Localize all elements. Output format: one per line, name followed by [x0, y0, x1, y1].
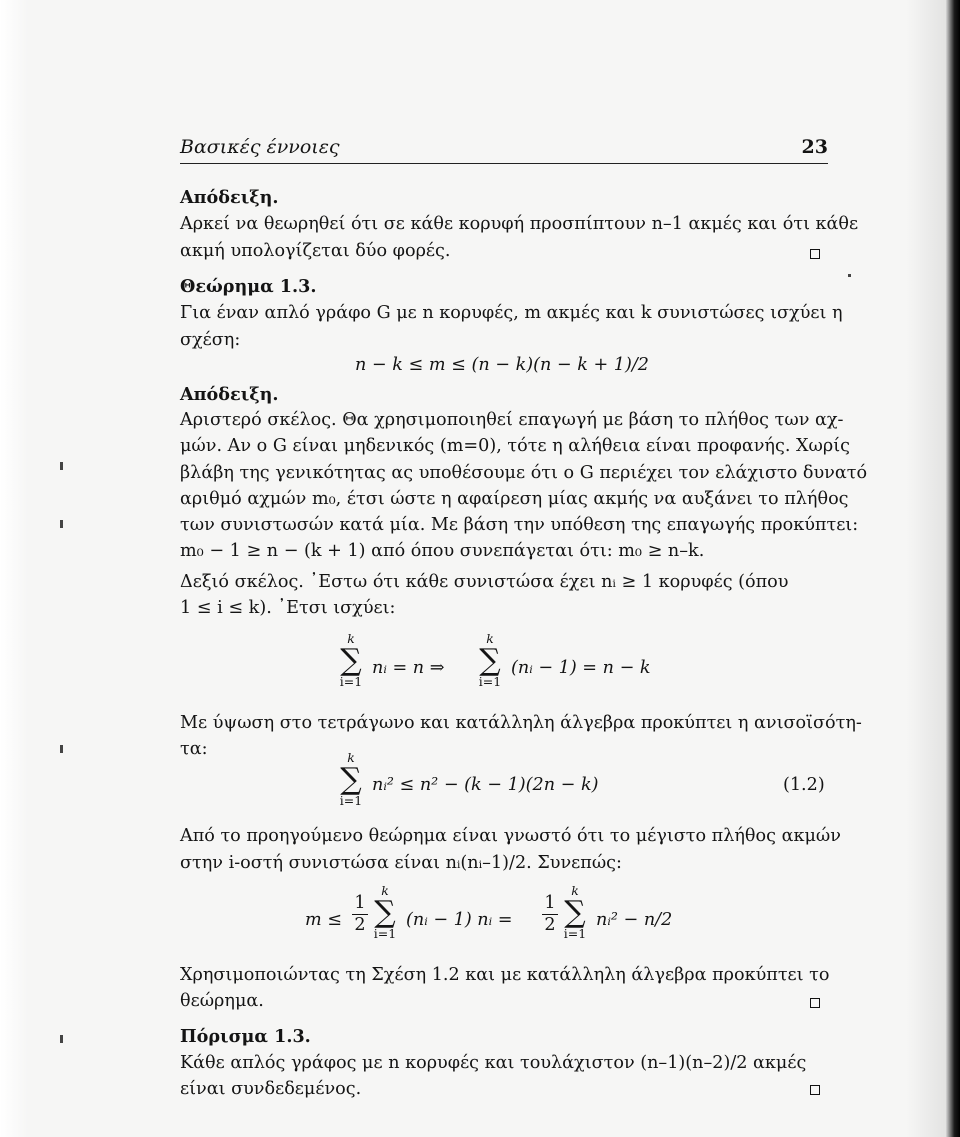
margin-mark	[60, 520, 63, 528]
theorem-text-line: σχέση:	[180, 330, 241, 350]
margin-mark	[848, 274, 851, 277]
margin-mark	[60, 1035, 63, 1043]
proof-text-line: μών. Αν ο G είναι μηδενικός (m=0), τότε η αλήθεια είναι προφανής. Χωρίς	[180, 436, 850, 456]
theorem-heading: Θεώρημα 1.3.	[180, 276, 317, 297]
proof-text-line: θεώρημα.	[180, 991, 264, 1011]
proof-text-line: Χρησιμοποιώντας τη Σχέση 1.2 και με κατάλληλη άλγεβρα προκύπτει το	[180, 965, 830, 985]
proof-heading: Απόδειξη.	[180, 187, 279, 208]
page-edge-shade	[906, 0, 946, 1137]
proof-text-line: m₀ − 1 ≥ n − (k + 1) από όπου συνεπάγεται ότι: m₀ ≥ n–k.	[180, 541, 705, 561]
summation-symbol: k ∑ i=1	[563, 883, 587, 941]
proof-text-line: ακμή υπολογίζεται δύο φορές.	[180, 241, 451, 261]
corollary-text-line: είναι συνδεδεμένος.	[180, 1079, 362, 1099]
proof-text-line: των συνιστωσών κατά μία. Με βάση την υπόθεση της επαγωγής προκύπτει:	[180, 515, 859, 535]
qed-box	[810, 1085, 820, 1095]
summation-symbol: k ∑ i=1	[478, 631, 502, 689]
chapter-title: Βασικές έννοιες	[180, 136, 340, 158]
page-right-edge	[946, 0, 960, 1137]
proof-text-line: Με ύψωση στο τετράγωνο και κατάλληλη άλγεβρα προκύπτει η ανισοϊσότη-	[180, 713, 862, 733]
equation-1-right: (nᵢ − 1) = n − k	[511, 658, 651, 678]
proof-heading: Απόδειξη.	[180, 384, 279, 405]
header-rule	[180, 163, 828, 164]
fraction-one-half: 1 2	[352, 893, 368, 935]
margin-mark	[60, 745, 63, 753]
proof-text-line: στην i-οστή συνιστώσα είναι nᵢ(nᵢ–1)/2. Συνεπώς:	[180, 853, 622, 873]
qed-box	[810, 998, 820, 1008]
proof-text-line: αριθμό αχμών m₀, έτσι ώστε η αφαίρεση μίας ακμής να αυξάνει το πλήθος	[180, 489, 849, 509]
proof-text-line: 1 ≤ i ≤ k). ᾿Ετσι ισχύει:	[180, 598, 396, 618]
summation-symbol: k ∑ i=1	[373, 883, 397, 941]
page-number: 23	[801, 136, 828, 158]
proof-text-line: Από το προηγούμενο θεώρημα είναι γνωστό ότι το μέγιστο πλήθος ακμών	[180, 826, 841, 846]
theorem-text-line: Για έναν απλό γράφο G με n κορυφές, m ακμές και k συνιστώσες ισχύει η	[180, 303, 843, 323]
theorem-formula: n − k ≤ m ≤ (n − k)(n − k + 1)/2	[355, 355, 649, 375]
qed-box	[810, 249, 820, 259]
equation-3-lhs: m ≤	[305, 910, 343, 930]
proof-text-line: Δεξιό σκέλος. ᾿Εστω ότι κάθε συνιστώσα έχει nᵢ ≥ 1 κορυφές (όπου	[180, 572, 789, 592]
proof-text-line: Αριστερό σκέλος. Θα χρησιμοποιηθεί επαγωγή με βάση το πλήθος των αχ-	[180, 410, 844, 430]
proof-text-line: τα:	[180, 739, 208, 759]
corollary-heading: Πόρισμα 1.3.	[180, 1026, 311, 1047]
equation-3-end: nᵢ² − n/2	[596, 910, 673, 930]
running-header	[180, 136, 828, 158]
proof-text-line: Αρκεί να θεωρηθεί ότι σε κάθε κορυφή προσπίπτουν n–1 ακμές και ότι κάθε	[180, 214, 859, 234]
summation-symbol: k ∑ i=1	[339, 631, 363, 689]
equation-1-left: nᵢ = n ⇒	[372, 658, 445, 678]
proof-text-line: βλάβη της γενικότητας ας υποθέσουμε ότι ο G περιέχει τον ελάχιστο δυνατό	[180, 463, 868, 483]
equation-number: (1.2)	[783, 775, 825, 795]
fraction-one-half: 1 2	[542, 893, 558, 935]
summation-symbol: k ∑ i=1	[339, 750, 363, 808]
corollary-text-line: Κάθε απλός γράφος με n κορυφές και τουλάχιστον (n–1)(n–2)/2 ακμές	[180, 1053, 807, 1073]
equation-3-middle: (nᵢ − 1) nᵢ =	[406, 910, 513, 930]
equation-2: nᵢ² ≤ n² − (k − 1)(2n − k)	[372, 775, 599, 795]
margin-mark	[60, 462, 63, 470]
page-binding-shadow	[0, 0, 28, 1137]
